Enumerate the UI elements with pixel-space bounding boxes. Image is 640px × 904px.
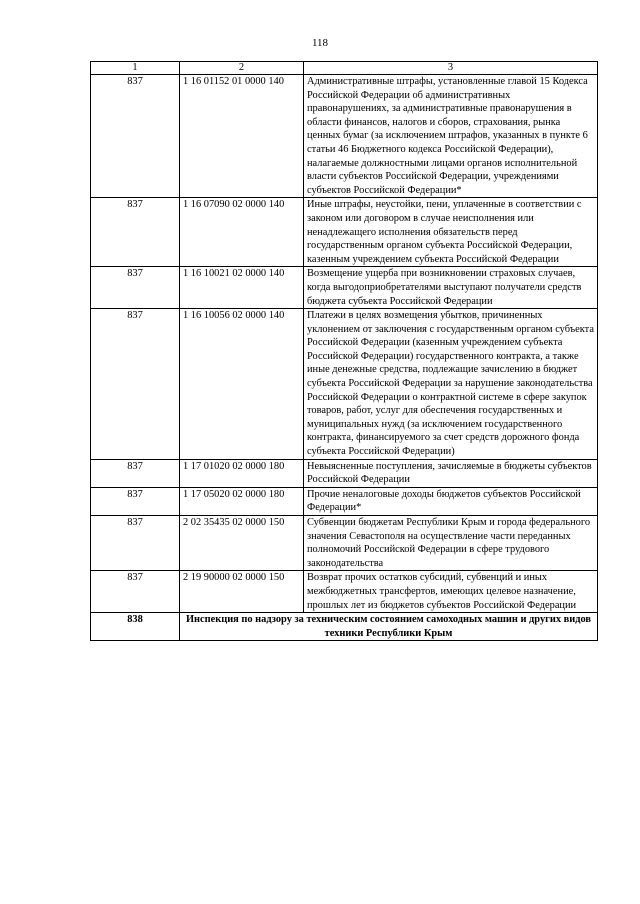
table-row [91, 309, 598, 460]
admin-code-cell: 837 [91, 75, 180, 198]
budget-code-cell: 1 17 01020 02 0000 180 [180, 459, 304, 487]
budget-code-cell: 2 19 90000 02 0000 150 [180, 571, 304, 613]
section-title-cell: Инспекция по надзору за техническим состоянием самоходных машин и других видов техники Республики Крым [180, 613, 598, 641]
table-row [91, 487, 598, 515]
page-number: 118 [311, 37, 329, 49]
admin-code-cell: 837 [91, 267, 180, 309]
column-header-1: 1 [91, 62, 180, 75]
budget-code-cell: 1 16 10021 02 0000 140 [180, 267, 304, 309]
admin-code-cell: 837 [91, 309, 180, 460]
description-cell: Прочие неналоговые доходы бюджетов субъектов Российской Федерации* [304, 487, 598, 515]
section-admin-code-cell: 838 [91, 613, 180, 641]
admin-code-cell: 837 [91, 198, 180, 267]
admin-code-cell: 837 [91, 571, 180, 613]
column-header-3: 3 [304, 62, 598, 75]
table-row [91, 459, 598, 487]
column-header-2: 2 [180, 62, 304, 75]
description-cell: Платежи в целях возмещения убытков, причиненных уклонением от заключения с государственным органом субъекта Российской Федерации (казенным учреждением субъекта Российской Федерации) государственного контракта, а также иные денежные средства, подлежащие зачислению в бюджет субъекта Российской Федерации за нарушение законодательства Российской Федерации о контрактной системе в сфере закупок товаров, работ, услуг для обеспечения государственных и муниципальных нужд (за исключением государственного контракта, финансируемого за счет средств дорожного фонда субъекта Российской Федерации) [304, 309, 598, 460]
description-cell: Административные штрафы, установленные главой 15 Кодекса Российской Федерации об административных правонарушениях, за административные правонарушения в области финансов, налогов и сборов, страхования, рынка ценных бумаг (за исключением штрафов, указанных в пункте 6 статьи 46 Бюджетного кодекса Российской Федерации), налагаемые должностными лицами органов исполнительной власти субъектов Российской Федерации, учреждениями субъектов Российской Федерации* [304, 75, 598, 198]
budget-code-cell: 2 02 35435 02 0000 150 [180, 516, 304, 571]
table-row [91, 198, 598, 267]
admin-code-cell: 837 [91, 487, 180, 515]
table-row [91, 571, 598, 613]
description-cell: Возврат прочих остатков субсидий, субвенций и иных межбюджетных трансфертов, имеющих целевое назначение, прошлых лет из бюджетов субъектов Российской Федерации [304, 571, 598, 613]
table-row [91, 516, 598, 571]
budget-code-cell: 1 16 01152 01 0000 140 [180, 75, 304, 198]
budget-code-cell: 1 17 05020 02 0000 180 [180, 487, 304, 515]
section-header-row [91, 613, 598, 641]
description-cell: Невыясненные поступления, зачисляемые в бюджеты субъектов Российской Федерации [304, 459, 598, 487]
admin-code-cell: 837 [91, 516, 180, 571]
table-row [91, 267, 598, 309]
description-cell: Субвенции бюджетам Республики Крым и города федерального значения Севастополя на осуществление части переданных полномочий Российской Федерации в сфере трудового законодательства [304, 516, 598, 571]
description-cell: Возмещение ущерба при возникновении страховых случаев, когда выгодоприобретателями выступают получатели средств бюджета субъекта Российской Федерации [304, 267, 598, 309]
revenue-codes-table [90, 61, 598, 641]
table-row [91, 75, 598, 198]
admin-code-cell: 837 [91, 459, 180, 487]
budget-code-cell: 1 16 10056 02 0000 140 [180, 309, 304, 460]
description-cell: Иные штрафы, неустойки, пени, уплаченные в соответствии с законом или договором в случае неисполнения или ненадлежащего исполнения обязательств перед государственным органом субъекта Российской Федерации, казенным учреждением субъекта Российской Федерации [304, 198, 598, 267]
table-header-row [91, 62, 598, 75]
budget-code-cell: 1 16 07090 02 0000 140 [180, 198, 304, 267]
